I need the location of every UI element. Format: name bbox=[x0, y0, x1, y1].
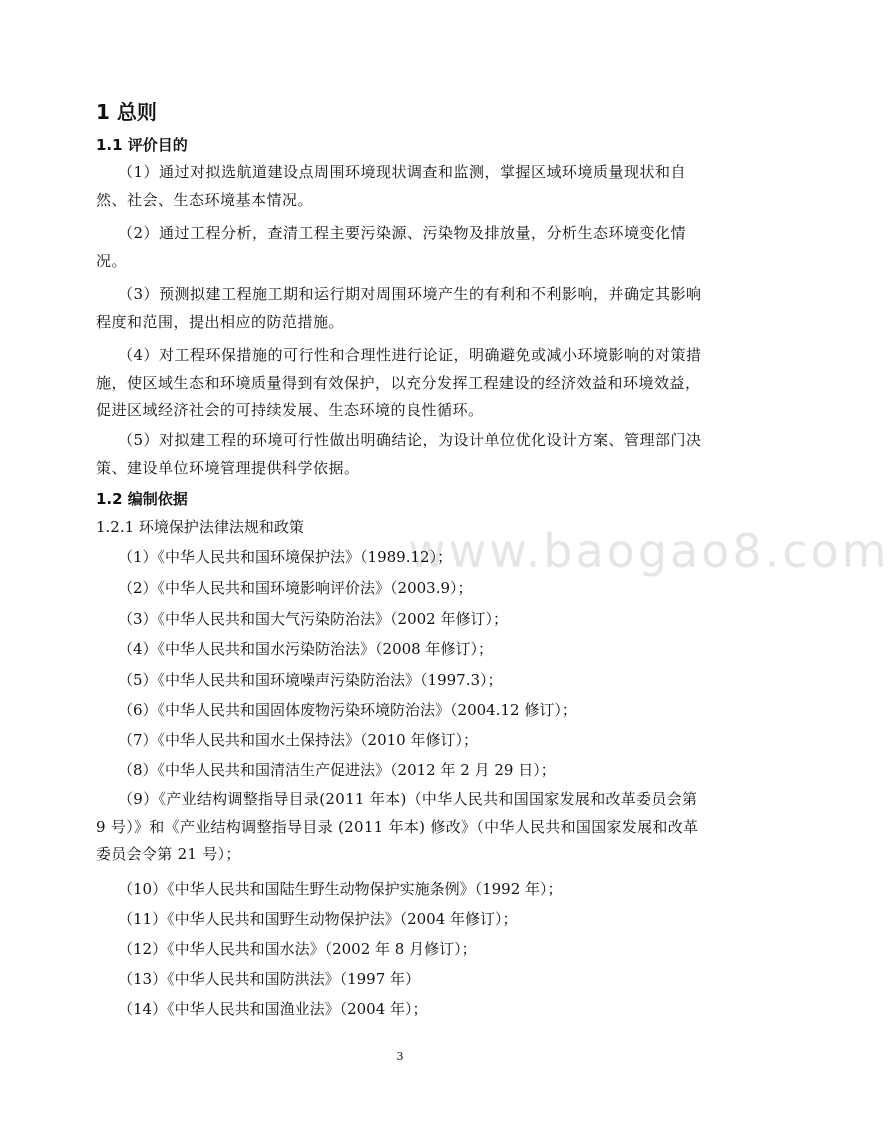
law-item-1: （1）《中华人民共和国环境保护法》（1989.12）； bbox=[118, 548, 453, 566]
law-item-9: （9）《产业结构调整指导目录(2011 年本)（中华人民共和国国家发展和改革委员会第 9 号）》和《产业结构调整指导目录 (2011 年本) 修改》（中华人民共和国国家发展和改革委员会令第 21 号）； bbox=[96, 790, 699, 863]
law-item-14: （14）《中华人民共和国渔业法》（2004 年）； bbox=[118, 1000, 428, 1018]
law-item-4: （4）《中华人民共和国水污染防治法》（2008 年修订）； bbox=[118, 640, 493, 658]
paragraph-purpose-5: （5）对拟建工程的环境可行性做出明确结论，为设计单位优化设计方案、管理部门决策、建设单位环境管理提供科学依据。 bbox=[96, 431, 702, 477]
paragraph-purpose-4: （4）对工程环保措施的可行性和合理性进行论证，明确避免或减小环境影响的对策措施，使区域生态和环境质量得到有效保护，以充分发挥工程建设的经济效益和环境效益，促进区域经济社会的可持续发展、生态环境的良性循环。 bbox=[96, 346, 702, 419]
subsection-title-laws: 1.2.1 环境保护法律法规和政策 bbox=[96, 518, 304, 536]
section-title-evaluation-purpose: 1.1 评价目的 bbox=[96, 136, 188, 154]
law-item-7: （7）《中华人民共和国水土保持法》（2010 年修订）； bbox=[118, 731, 478, 749]
page-number: 3 bbox=[396, 1050, 404, 1063]
law-item-11: （11）《中华人民共和国野生动物保护法》（2004 年修订）； bbox=[118, 910, 518, 928]
law-item-13: （13）《中华人民共和国防洪法》（1997 年） bbox=[118, 970, 421, 988]
chapter-title: 1 总则 bbox=[96, 100, 157, 124]
paragraph-purpose-1: （1）通过对拟选航道建设点周围环境现状调查和监测，掌握区域环境质量现状和自然、社会、生态环境基本情况。 bbox=[96, 163, 687, 209]
paragraph-purpose-2: （2）通过工程分析，查清工程主要污染源、污染物及排放量，分析生态环境变化情况。 bbox=[96, 224, 687, 270]
law-item-12: （12）《中华人民共和国水法》（2002 年 8 月修订）； bbox=[118, 940, 477, 958]
law-item-10: （10）《中华人民共和国陆生野生动物保护实施条例》（1992 年）； bbox=[118, 880, 563, 898]
law-item-6: （6）《中华人民共和国固体废物污染环境防治法》（2004.12 修订）； bbox=[118, 701, 577, 719]
law-item-3: （3）《中华人民共和国大气污染防治法》（2002 年修订）； bbox=[118, 610, 508, 628]
paragraph-purpose-3: （3）预测拟建工程施工期和运行期对周围环境产生的有利和不利影响，并确定其影响程度和范围，提出相应的防范措施。 bbox=[96, 285, 702, 331]
watermark: www.baogao8.com bbox=[408, 524, 889, 578]
law-item-2: （2）《中华人民共和国环境影响评价法》（2003.9）； bbox=[118, 579, 473, 597]
law-item-5: （5）《中华人民共和国环境噪声污染防治法》（1997.3）； bbox=[118, 671, 503, 689]
section-title-basis: 1.2 编制依据 bbox=[96, 490, 188, 508]
law-item-8: （8）《中华人民共和国清洁生产促进法》（2012 年 2 月 29 日）； bbox=[118, 761, 556, 779]
